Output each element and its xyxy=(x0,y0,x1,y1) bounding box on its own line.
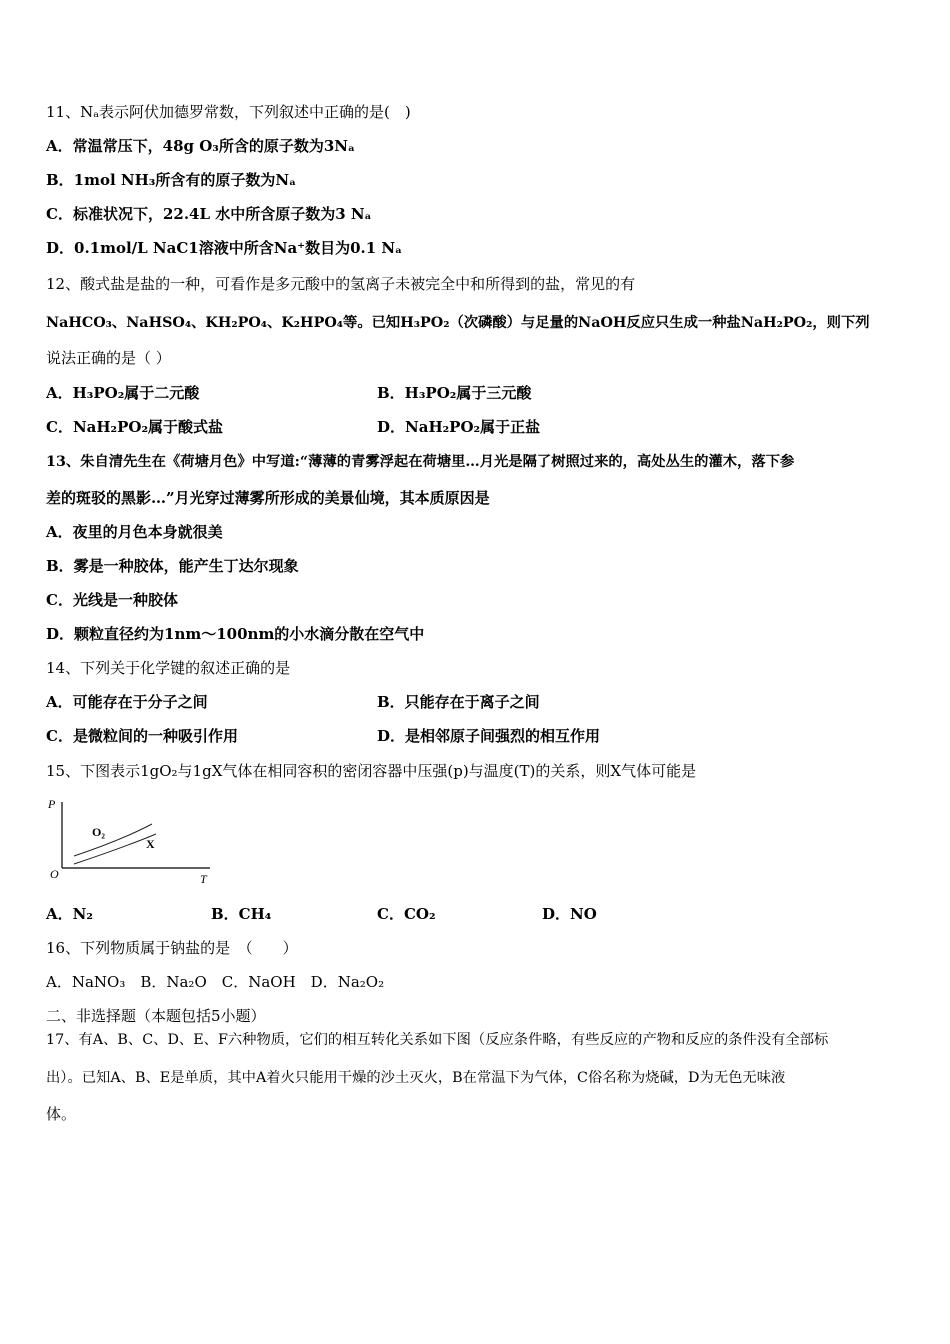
q15-option-c: C．CO₂ xyxy=(377,905,436,923)
q16-options: A．NaNO₃ B．Na₂O C．NaOH D．Na₂O₂ xyxy=(46,973,385,991)
q15-option-b: B．CH₄ xyxy=(211,905,272,923)
q12-option-c: C．NaH₂PO₂属于酸式盐 xyxy=(46,418,224,436)
q12-stem-line1: 12、酸式盐是盐的一种，可看作是多元酸中的氢离子未被完全中和所得到的盐，常见的有 xyxy=(46,275,636,293)
q11-option-b: B．1mol NH₃所含有的原子数为Nₐ xyxy=(46,171,297,189)
q12-stem-line3: 说法正确的是（ ） xyxy=(46,349,171,367)
y-axis-label: P xyxy=(48,797,56,811)
q11-option-a: A．常温常压下，48g O₃所含的原子数为3Nₐ xyxy=(46,137,355,155)
q13-option-a: A．夜里的月色本身就很美 xyxy=(46,523,223,541)
q11-stem: 11、Nₐ表示阿伏加德罗常数，下列叙述中正确的是( ) xyxy=(46,103,411,121)
q16-stem: 16、下列物质属于钠盐的是 （ ） xyxy=(46,939,298,957)
q11-option-d: D．0.1mol/L NaC1溶液中所含Na⁺数目为0.1 Nₐ xyxy=(46,239,403,257)
q17-line3: 体。 xyxy=(46,1105,77,1123)
q13-option-d: D．颗粒直径约为1nm～100nm的小水滴分散在空气中 xyxy=(46,625,425,643)
q13-option-c: C．光线是一种胶体 xyxy=(46,591,178,609)
q13-stem-line1: 13、朱自清先生在《荷塘月色》中写道:“薄薄的青雾浮起在荷塘里…月光是隔了树照过来的，高处丛生的灌木，落下参 xyxy=(46,454,795,470)
q15-stem: 15、下图表示1gO₂与1gX气体在相同容积的密闭容器中压强(p)与温度(T)的关系，则X气体可能是 xyxy=(46,762,697,780)
q13-option-b: B．雾是一种胶体，能产生丁达尔现象 xyxy=(46,557,299,575)
q11-option-c: C．标准状况下，22.4L 水中所含原子数为3 Nₐ xyxy=(46,205,372,223)
q13-stem-line2: 差的斑驳的黑影…”月光穿过薄雾所形成的美景仙境，其本质原因是 xyxy=(46,489,490,507)
x-curve-label: X xyxy=(146,837,155,851)
q12-option-b: B．H₃PO₂属于三元酸 xyxy=(377,384,532,402)
q12-option-d: D．NaH₂PO₂属于正盐 xyxy=(377,418,541,436)
x-curve xyxy=(74,834,156,864)
q14-option-a: A．可能存在于分子之间 xyxy=(46,693,208,711)
q15-option-a: A．N₂ xyxy=(46,905,93,923)
q14-option-c: C．是微粒间的一种吸引作用 xyxy=(46,727,238,745)
q15-pressure-temperature-graph xyxy=(44,796,214,884)
q14-option-b: B．只能存在于离子之间 xyxy=(377,693,540,711)
x-axis-label: T xyxy=(200,872,207,884)
q12-option-a: A．H₃PO₂属于二元酸 xyxy=(46,384,200,402)
q15-option-d: D．NO xyxy=(542,905,597,923)
q14-stem: 14、下列关于化学键的叙述正确的是 xyxy=(46,659,291,677)
q17-line2: 出）。已知A、B、E是单质，其中A着火只能用干燥的沙土灭火，B在常温下为气体，C俗名称为烧碱，D为无色无味液 xyxy=(46,1070,786,1086)
q17-line1: 17、有A、B、C、D、E、F六种物质，它们的相互转化关系如下图（反应条件略，有些反应的产物和反应的条件没有全部标 xyxy=(46,1032,829,1048)
section2-title: 二、非选择题（本题包括5小题） xyxy=(46,1007,266,1025)
origin-label: O xyxy=(50,867,59,881)
o2-curve-label: O₂ xyxy=(92,825,105,839)
q12-stem-line2: NaHCO₃、NaHSO₄、KH₂PO₄、K₂HPO₄等。已知H₃PO₂（次磷酸）与足量的NaOH反应只生成一种盐NaH₂PO₂，则下列 xyxy=(46,315,870,331)
q14-option-d: D．是相邻原子间强烈的相互作用 xyxy=(377,727,601,745)
